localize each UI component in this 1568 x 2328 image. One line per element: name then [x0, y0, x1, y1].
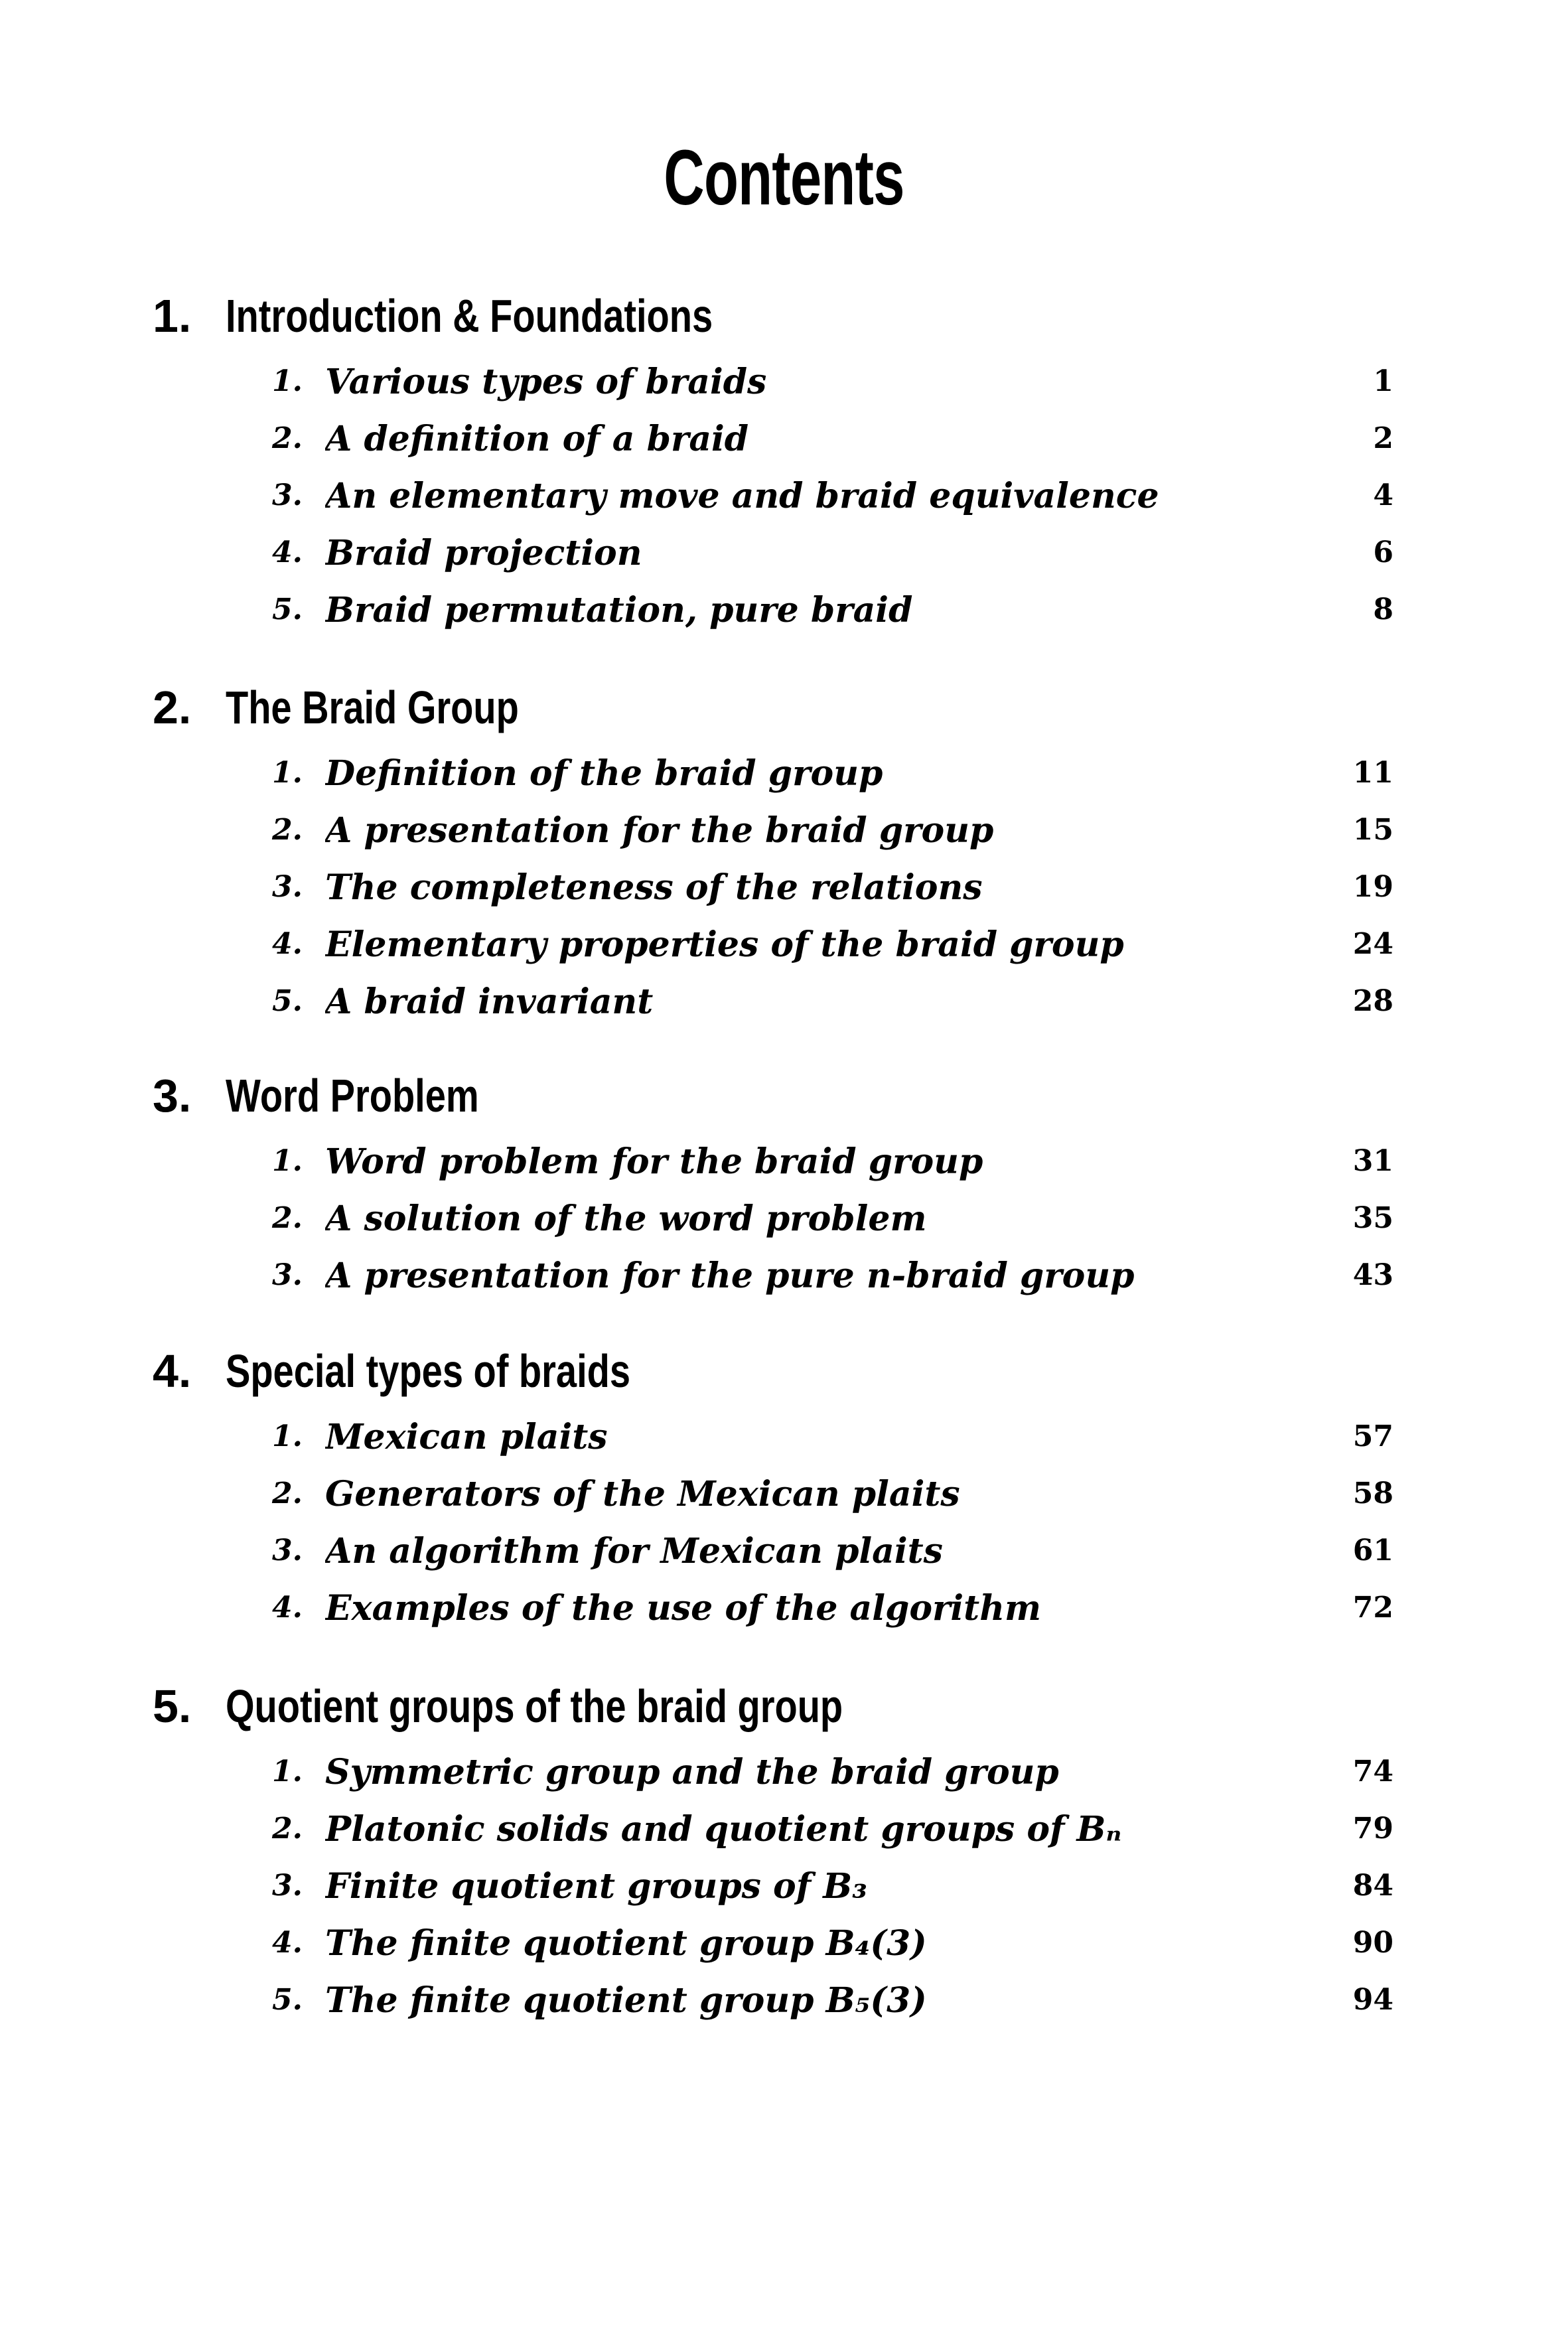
- section-number: 1.: [272, 1755, 303, 1788]
- section-title: A braid invariant: [325, 982, 662, 1022]
- chapter-number: 3.: [153, 1070, 192, 1122]
- section-number: 2.: [272, 1812, 303, 1846]
- toc-entry[interactable]: [153, 1743, 1393, 1800]
- chapter-title: The Braid Group: [226, 682, 519, 733]
- page-title: Contents: [664, 134, 904, 222]
- dot-leader: [877, 1877, 1320, 1915]
- page-number: 74: [1352, 1755, 1393, 1788]
- toc-entry[interactable]: [153, 1972, 1393, 2029]
- toc-entry[interactable]: [153, 745, 1393, 802]
- chapter-1: [153, 279, 1393, 638]
- dot-leader: [969, 1485, 1320, 1522]
- dot-leader: [776, 373, 1320, 410]
- page-number: 31: [1352, 1144, 1393, 1178]
- chapter-title: Special types of braids: [226, 1345, 630, 1397]
- section-title: Mexican plaits: [325, 1417, 617, 1457]
- dot-leader: [1169, 487, 1320, 524]
- toc-entry[interactable]: [153, 467, 1393, 524]
- chapter-3: [153, 1058, 1393, 1304]
- chapter-title: Quotient groups of the braid group: [226, 1680, 843, 1732]
- section-number: 1.: [272, 756, 303, 790]
- chapter-4: [153, 1334, 1393, 1637]
- toc-entry[interactable]: [153, 1247, 1393, 1304]
- toc-entry[interactable]: [153, 1857, 1393, 1915]
- page-number: 35: [1352, 1201, 1393, 1235]
- chapter-title: Word Problem: [226, 1070, 479, 1122]
- section-number: 5.: [272, 1983, 303, 2017]
- section-number: 2.: [272, 1477, 303, 1510]
- chapter-number: 5.: [153, 1680, 192, 1732]
- dot-leader: [952, 1542, 1320, 1579]
- toc-entry[interactable]: [153, 1915, 1393, 1972]
- chapter-number: 1.: [153, 290, 192, 342]
- chapter-5: [153, 1669, 1393, 2029]
- section-title: A presentation for the pure n-braid group: [325, 1256, 1144, 1296]
- page-number: 4: [1373, 478, 1393, 512]
- dot-leader: [936, 1210, 1320, 1247]
- page-number: 1: [1373, 364, 1393, 398]
- dot-leader: [1144, 1267, 1320, 1304]
- section-number: 1.: [272, 1144, 303, 1178]
- page-number: 61: [1352, 1534, 1393, 1567]
- section-title: Braid permutation, pure braid: [325, 590, 922, 630]
- section-title: An algorithm for Mexican plaits: [325, 1531, 952, 1571]
- toc-entry[interactable]: [153, 1579, 1393, 1637]
- dot-leader: [992, 1153, 1320, 1190]
- toc-entry[interactable]: [153, 802, 1393, 859]
- chapter-heading: [153, 1058, 1393, 1133]
- toc-entry[interactable]: [153, 859, 1393, 916]
- section-title: Generators of the Mexican plaits: [325, 1474, 969, 1514]
- page-number: 28: [1352, 984, 1393, 1018]
- section-number: 3.: [272, 1534, 303, 1567]
- section-number: 3.: [272, 1869, 303, 1903]
- dot-leader: [1133, 936, 1320, 973]
- page-number: 24: [1352, 927, 1393, 961]
- section-title: Symmetric group and the braid group: [325, 1752, 1068, 1792]
- toc-entry[interactable]: [153, 973, 1393, 1030]
- section-title: A presentation for the braid group: [325, 810, 1003, 851]
- section-title: Braid projection: [325, 533, 652, 573]
- section-number: 5.: [272, 593, 303, 626]
- chapter-heading: [153, 1669, 1393, 1743]
- section-number: 4.: [272, 1591, 303, 1625]
- section-title: The completeness of the relations: [325, 867, 992, 908]
- section-number: 3.: [272, 870, 303, 904]
- dot-leader: [936, 1934, 1320, 1972]
- page-number: 72: [1352, 1591, 1393, 1625]
- chapter-2: [153, 670, 1393, 1030]
- chapter-number: 2.: [153, 682, 192, 733]
- section-title: The finite quotient group B₅(3): [325, 1980, 936, 2021]
- section-title: Finite quotient groups of B₃: [325, 1866, 877, 1907]
- page-number: 15: [1352, 813, 1393, 847]
- toc-entry[interactable]: [153, 1133, 1393, 1190]
- toc-entry[interactable]: [153, 581, 1393, 638]
- section-number: 1.: [272, 1419, 303, 1453]
- dot-leader: [1050, 1599, 1320, 1637]
- dot-leader: [1131, 1820, 1320, 1857]
- section-number: 5.: [272, 984, 303, 1018]
- dot-leader: [662, 993, 1320, 1030]
- section-title: Platonic solids and quotient groups of Bₙ: [325, 1809, 1131, 1850]
- chapter-heading: [153, 1334, 1393, 1408]
- dot-leader: [992, 879, 1320, 916]
- section-title: Elementary properties of the braid group: [325, 924, 1133, 965]
- page-number: 90: [1352, 1926, 1393, 1960]
- section-number: 3.: [272, 1258, 303, 1292]
- page-number: 57: [1352, 1419, 1393, 1453]
- section-number: 4.: [272, 927, 303, 961]
- section-title: Various types of braids: [325, 362, 776, 402]
- chapter-number: 4.: [153, 1345, 192, 1397]
- toc-entry[interactable]: [153, 353, 1393, 410]
- dot-leader: [1068, 1763, 1320, 1800]
- section-title: A definition of a braid: [325, 419, 758, 459]
- chapter-title: Introduction & Foundations: [226, 290, 713, 342]
- section-title: Definition of the braid group: [325, 753, 892, 794]
- page-number: 19: [1352, 870, 1393, 904]
- section-number: 2.: [272, 1201, 303, 1235]
- page-number: 6: [1373, 536, 1393, 569]
- section-number: 4.: [272, 536, 303, 569]
- toc-entry[interactable]: [153, 1522, 1393, 1579]
- section-title: Word problem for the braid group: [325, 1141, 992, 1182]
- chapter-heading: [153, 279, 1393, 353]
- page-number: 84: [1352, 1869, 1393, 1903]
- toc-entry[interactable]: [153, 1465, 1393, 1522]
- page-number: 58: [1352, 1477, 1393, 1510]
- dot-leader: [1003, 822, 1320, 859]
- toc-entry[interactable]: [153, 916, 1393, 973]
- dot-leader: [617, 1428, 1320, 1465]
- page-number: 94: [1352, 1983, 1393, 2017]
- section-number: 4.: [272, 1926, 303, 1960]
- section-number: 3.: [272, 478, 303, 512]
- page-number: 8: [1373, 593, 1393, 626]
- toc-entry[interactable]: [153, 1408, 1393, 1465]
- toc-entry[interactable]: [153, 410, 1393, 467]
- dot-leader: [652, 544, 1320, 581]
- dot-leader: [922, 601, 1320, 638]
- dot-leader: [758, 430, 1320, 467]
- dot-leader: [936, 1992, 1320, 2029]
- page-number: 2: [1373, 421, 1393, 455]
- section-number: 2.: [272, 813, 303, 847]
- section-title: Examples of the use of the algorithm: [325, 1588, 1050, 1629]
- toc-entry[interactable]: [153, 1190, 1393, 1247]
- page-number: 11: [1352, 756, 1393, 790]
- page-number: 43: [1352, 1258, 1393, 1292]
- section-title: A solution of the word problem: [325, 1199, 936, 1239]
- section-number: 1.: [272, 364, 303, 398]
- section-number: 2.: [272, 421, 303, 455]
- dot-leader: [892, 764, 1320, 802]
- section-title: The finite quotient group B₄(3): [325, 1923, 936, 1964]
- chapter-heading: [153, 670, 1393, 745]
- toc-entry[interactable]: [153, 1800, 1393, 1857]
- section-title: An elementary move and braid equivalence: [325, 476, 1169, 516]
- toc-entry[interactable]: [153, 524, 1393, 581]
- page-number: 79: [1352, 1812, 1393, 1846]
